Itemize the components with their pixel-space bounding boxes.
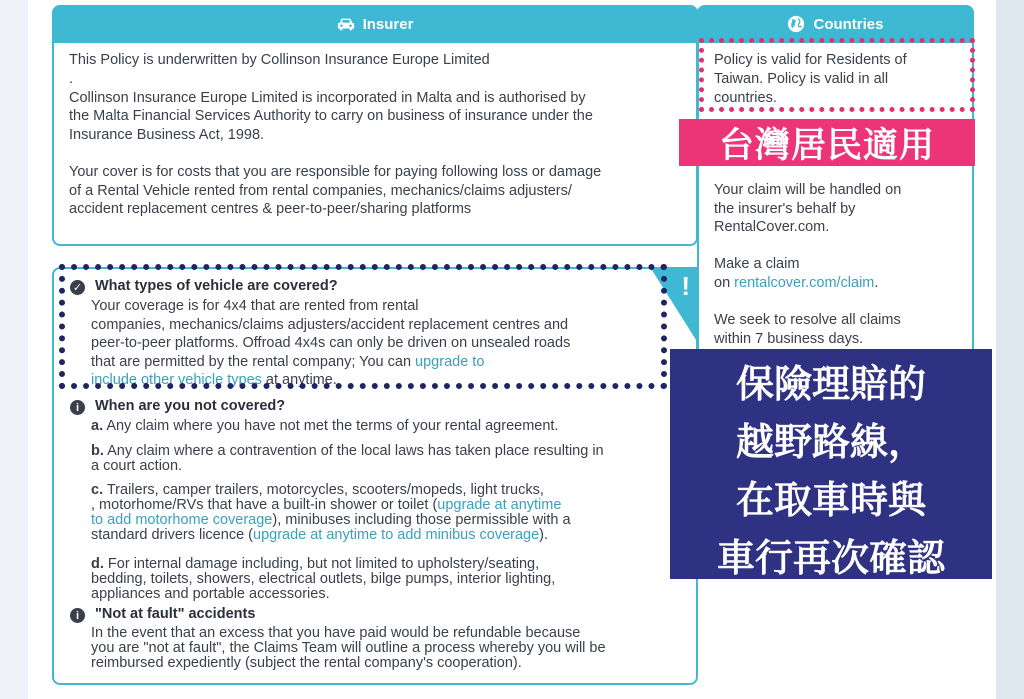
offroad-note-line: 越野路線， — [735, 420, 926, 464]
residents-text: Policy is valid for Residents of — [714, 52, 907, 68]
exclusion-label: b. — [91, 443, 104, 459]
resolve-text: We seek to resolve all claims — [714, 312, 901, 328]
upgrade-minibus-link[interactable]: upgrade at anytime to add minibus coverage — [253, 527, 540, 543]
upgrade-vehicle-link[interactable]: include other vehicle types — [91, 372, 262, 388]
claim-link-line — [714, 274, 878, 293]
insurer-dot: . — [69, 71, 74, 87]
insurer-text: Collinson Insurance Europe Limited is incorporated in Malta and is authorised by — [69, 90, 586, 106]
highlight-residents — [699, 38, 975, 112]
vehicle-types-text: Your coverage is for 4x4 that are rented from rental — [91, 298, 419, 314]
not-at-fault-text: reimbursed expediently (subject the rental company's cooperation). — [91, 655, 522, 671]
on-text: on — [714, 275, 735, 291]
insurer-card — [52, 5, 698, 246]
info-icon: i — [70, 608, 85, 623]
claim-link[interactable]: rentalcover.com/claim — [734, 275, 875, 291]
upgrade-vehicle-link[interactable]: upgrade to — [415, 354, 485, 370]
insurer-underwritten: This Policy is underwritten by Collinson Insurance Europe Limited — [69, 52, 490, 68]
offroad-note-line: 在取車時與 — [735, 478, 926, 522]
residents-text: Taiwan. Policy is valid in all — [714, 71, 889, 87]
exclusion-label: a. — [91, 418, 104, 434]
exclusion-text: standard drivers licence ( — [91, 527, 253, 543]
exclusion-text: ), minibuses including those permissible with a — [272, 512, 571, 528]
exclusion-d-cont: appliances and portable accessories. — [91, 586, 330, 602]
vehicle-types-text-part: at anytime. — [261, 372, 337, 388]
exclusion-text: Any claim where you have not met the terms of your rental agreement. — [103, 418, 559, 434]
claim-handled-text: Your claim will be handled on — [714, 182, 902, 198]
upgrade-motorhome-link[interactable]: upgrade at anytime — [437, 497, 562, 513]
vehicle-types-text: peer-to-peer platforms. Offroad 4x4s can only be driven on unsealed roads — [91, 335, 571, 351]
cover-text: Your cover is for costs that you are responsible for paying following loss or damage — [69, 164, 602, 180]
residents-text: countries. — [714, 90, 777, 106]
exclusion-c-cont — [91, 526, 548, 545]
not-at-fault-title: "Not at fault" accidents — [95, 606, 256, 622]
exclamation-icon: ! — [681, 271, 690, 301]
offroad-note-line: 車行再次確認 — [716, 536, 945, 580]
exclusion-b-cont: a court action. — [91, 458, 183, 474]
claim-handled-text: the insurer's behalf by — [714, 201, 856, 217]
not-at-fault-text: In the event that an excess that you have paid would be refundable because — [91, 625, 581, 641]
not-covered-title: When are you not covered? — [95, 398, 286, 414]
claim-handled-text: RentalCover.com. — [714, 219, 830, 235]
insurer-text: the Malta Financial Services Authority to carry on business of insurance under the — [69, 108, 593, 124]
period-text: . — [874, 275, 879, 291]
check-circle-icon: ✓ — [70, 280, 85, 295]
page-side-strip — [996, 0, 1024, 699]
insurer-title: Insurer — [362, 15, 414, 33]
exclusion-text: Trailers, camper trailers, motorcycles, scooters/mopeds, light trucks, — [103, 482, 544, 498]
exclusion-text: For internal damage including, but not limited to upholstery/seating, — [103, 556, 540, 572]
not-at-fault-text: you are "not at fault", the Claims Team will outline a process whereby you will be — [91, 640, 606, 656]
taiwan-residents-banner: 台灣居民適用 — [679, 119, 975, 166]
vehicle-types-text-part: that are permitted by the rental company; You can — [91, 354, 416, 370]
exclusion-a — [91, 417, 558, 436]
cover-text: of a Rental Vehicle rented from rental companies, mechanics/claims adjusters/ — [69, 183, 572, 199]
vehicle-types-title: What types of vehicle are covered? — [95, 278, 338, 294]
exclusion-d-cont: bedding, toilets, showers, electrical outlets, bilge pumps, interior lighting, — [91, 571, 556, 587]
offroad-note-line: 保險理賠的 — [735, 362, 926, 406]
insurer-text: Insurance Business Act, 1998. — [69, 127, 265, 143]
cover-text: accident replacement centres & peer-to-peer/sharing platforms — [69, 201, 472, 217]
exclusion-text: ). — [539, 527, 549, 543]
highlight-vehicle-types — [59, 264, 667, 389]
exclusion-text: Any claim where a contravention of the local laws has taken place resulting in — [103, 443, 604, 459]
exclusion-label: d. — [91, 556, 104, 572]
info-icon: i — [70, 400, 85, 415]
insurer-header — [52, 5, 698, 43]
car-icon — [337, 15, 355, 33]
globe-icon — [787, 15, 805, 33]
countries-title: Countries — [813, 15, 884, 33]
offroad-note-box — [670, 349, 992, 579]
vehicle-types-text: companies, mechanics/claims adjusters/accident replacement centres and — [91, 317, 569, 333]
exclusion-label: c. — [91, 482, 104, 498]
resolve-text: within 7 business days. — [714, 331, 864, 347]
make-claim-text: Make a claim — [714, 256, 800, 272]
upgrade-motorhome-link[interactable]: to add motorhome coverage — [91, 512, 273, 528]
exclusion-text: , motorhome/RVs that have a built-in shower or toilet ( — [91, 497, 438, 513]
